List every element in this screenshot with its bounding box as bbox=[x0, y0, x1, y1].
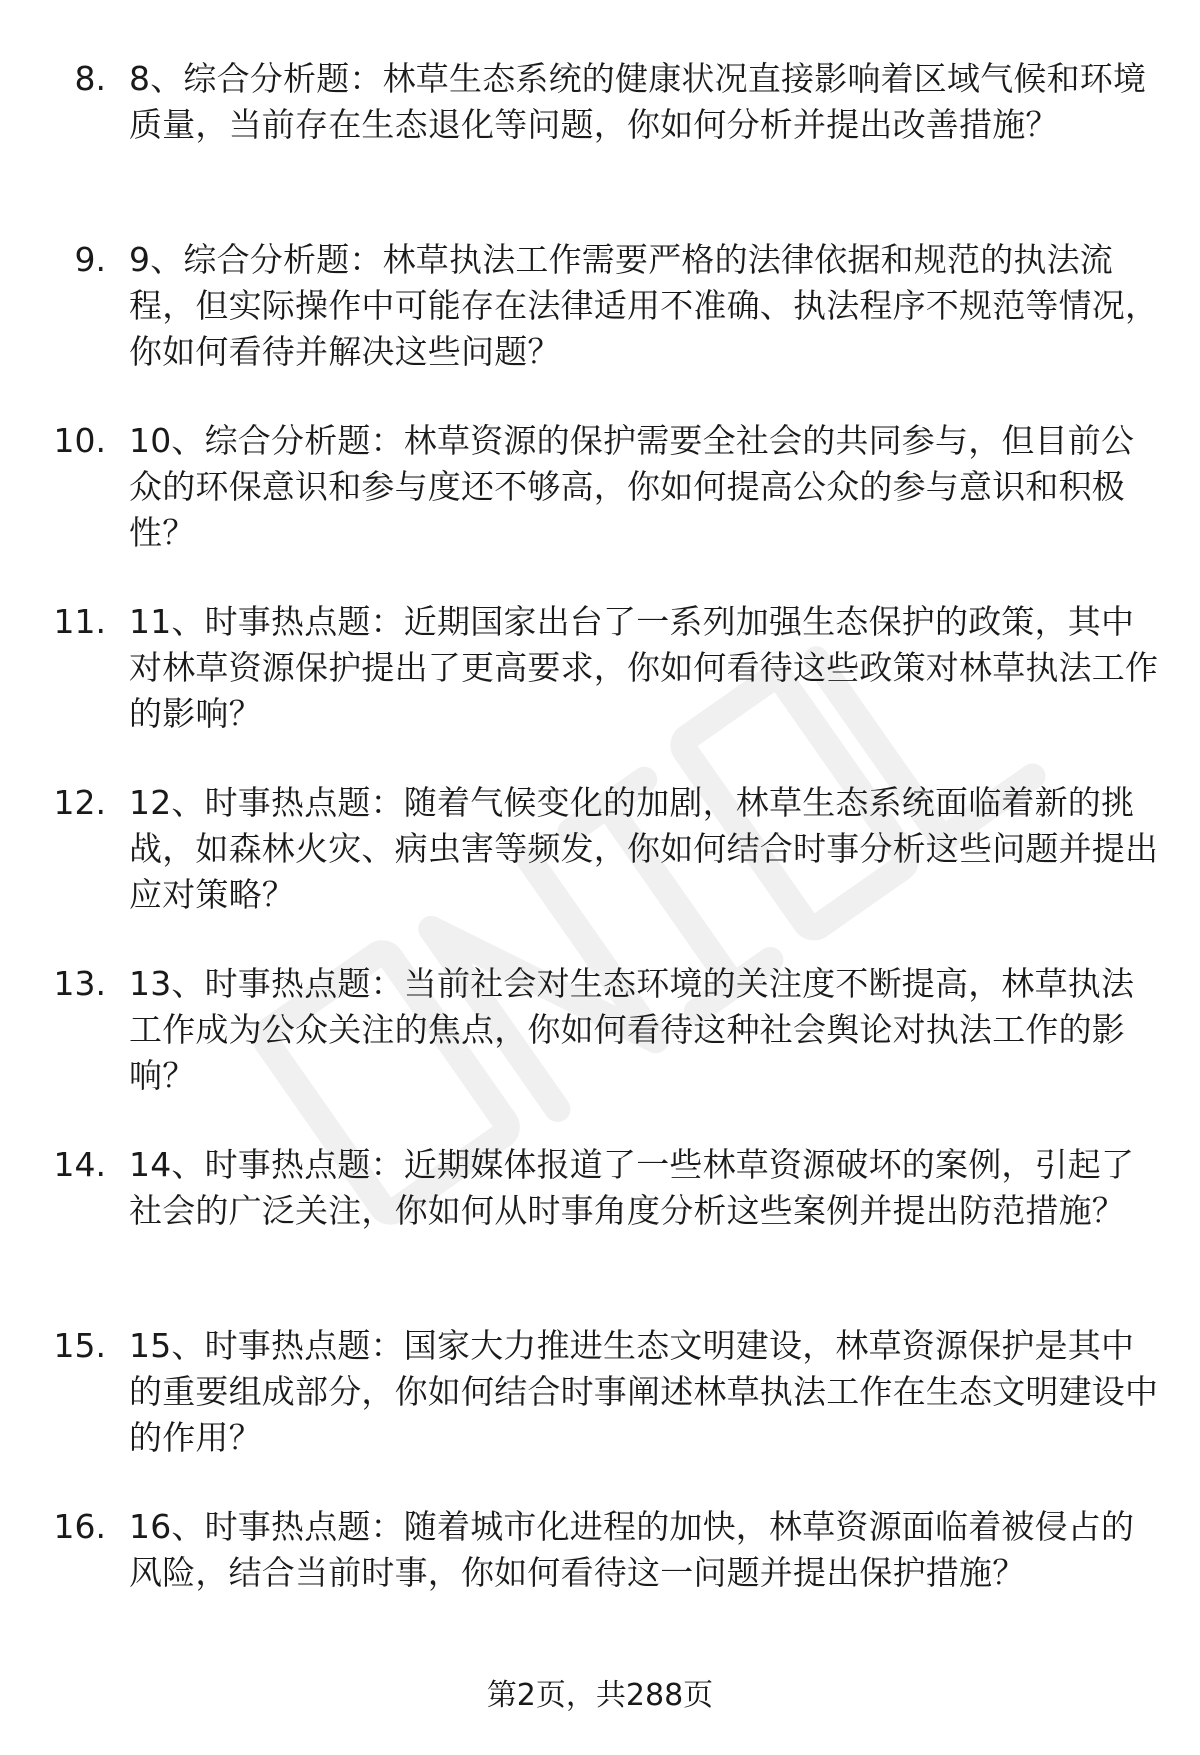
question-number: 14. bbox=[53, 1145, 106, 1184]
question-item bbox=[0, 418, 1200, 599]
question-item bbox=[0, 237, 1200, 418]
question-item bbox=[0, 599, 1200, 780]
question-text: 16、时事热点题：随着城市化进程的加快，林草资源面临着被侵占的风险，结合当前时事，你如何看待这一问题并提出保护措施？ bbox=[129, 1507, 1135, 1592]
question-text: 8、综合分析题：林草生态系统的健康状况直接影响着区域气候和环境质量，当前存在生态退化等问题，你如何分析并提出改善措施？ bbox=[129, 59, 1147, 144]
question-text: 9、综合分析题：林草执法工作需要严格的法律依据和规范的执法流程，但实际操作中可能存在法律适用不准确、执法程序不规范等情况，你如何看待并解决这些问题？ bbox=[129, 240, 1159, 371]
question-item bbox=[0, 1323, 1200, 1504]
question-list bbox=[0, 56, 1200, 1685]
question-text: 14、时事热点题：近期媒体报道了一些林草资源破坏的案例，引起了社会的广泛关注，你如何从时事角度分析这些案例并提出防范措施？ bbox=[129, 1145, 1135, 1230]
question-number: 16. bbox=[53, 1507, 106, 1546]
question-text: 10、综合分析题：林草资源的保护需要全社会的共同参与，但目前公众的环保意识和参与度还不够高，你如何提高公众的参与意识和积极性？ bbox=[129, 421, 1135, 552]
question-item bbox=[0, 1504, 1200, 1685]
question-item bbox=[0, 961, 1200, 1142]
question-number: 12. bbox=[53, 783, 106, 822]
question-item bbox=[0, 56, 1200, 237]
question-text: 11、时事热点题：近期国家出台了一系列加强生态保护的政策，其中对林草资源保护提出了更高要求，你如何看待这些政策对林草执法工作的影响？ bbox=[129, 602, 1159, 733]
question-item bbox=[0, 780, 1200, 961]
question-text: 12、时事热点题：随着气候变化的加剧，林草生态系统面临着新的挑战，如森林火灾、病虫害等频发，你如何结合时事分析这些问题并提出应对策略？ bbox=[129, 783, 1159, 914]
question-number: 9. bbox=[74, 240, 106, 279]
question-text: 13、时事热点题：当前社会对生态环境的关注度不断提高，林草执法工作成为公众关注的焦点，你如何看待这种社会舆论对执法工作的影响？ bbox=[129, 964, 1135, 1095]
question-number: 13. bbox=[53, 964, 106, 1003]
question-number: 8. bbox=[74, 59, 106, 98]
question-number: 10. bbox=[53, 421, 106, 460]
question-item bbox=[0, 1142, 1200, 1323]
question-text: 15、时事热点题：国家大力推进生态文明建设，林草资源保护是其中的重要组成部分，你如何结合时事阐述林草执法工作在生态文明建设中的作用？ bbox=[129, 1326, 1159, 1457]
page-number-footer: 第2页，共288页 bbox=[486, 1678, 714, 1713]
question-number: 11. bbox=[53, 602, 106, 641]
question-number: 15. bbox=[53, 1326, 106, 1365]
